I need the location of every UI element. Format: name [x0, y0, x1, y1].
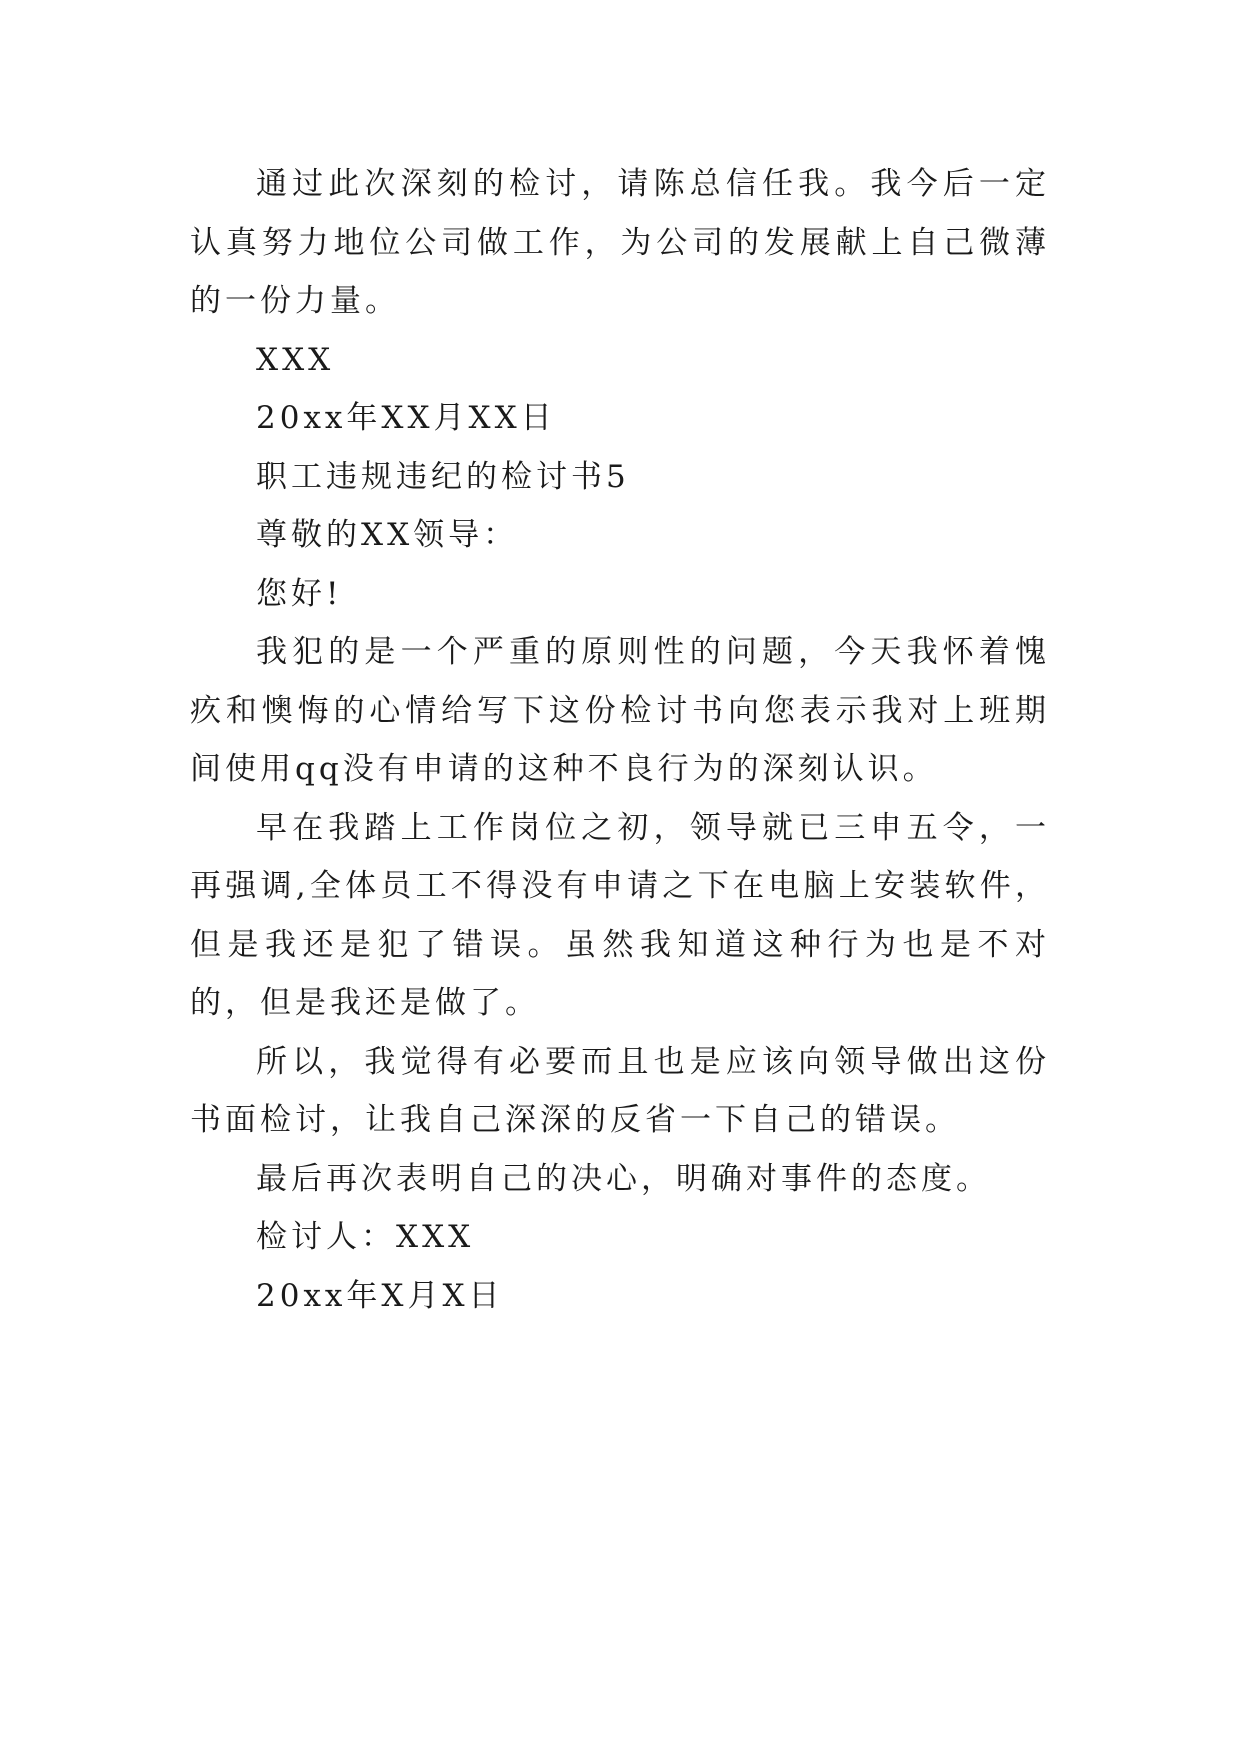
- document-body: [190, 155, 1050, 1325]
- signature-date: 20xx年XX月XX日: [256, 400, 556, 436]
- section-title: 职工违规违纪的检讨书5: [256, 458, 630, 495]
- salutation: 尊敬的XX领导：: [256, 517, 519, 553]
- body-paragraph-4: 最后再次表明自己的决心，明确对事件的态度。: [256, 1160, 991, 1197]
- reviewer-signature: 检讨人：XXX: [256, 1219, 475, 1255]
- signature-name: XXX: [256, 341, 335, 378]
- closing-paragraph: 通过此次深刻的检讨，请陈总信任我。我今后一定认真努力地位公司做工作，为公司的发展献上自己微薄的一份力量。: [190, 166, 1050, 319]
- body-paragraph-3: 所以，我觉得有必要而且也是应该向领导做出这份书面检讨，让我自己深深的反省一下自己的错误。: [190, 1043, 1050, 1138]
- final-date: 20xx年X月X日: [256, 1277, 504, 1314]
- body-paragraph-1: 我犯的是一个严重的原则性的问题，今天我怀着愧疚和懊悔的心情给写下这份检讨书向您表示我对上班期间使用qq没有申请的这种不良行为的深刻认识。: [190, 634, 1050, 787]
- greeting: 您好!: [256, 575, 343, 612]
- body-paragraph-2: 早在我踏上工作岗位之初，领导就已三申五令，一再强调,全体员工不得没有申请之下在电脑上安装软件，但是我还是犯了错误。虽然我知道这种行为也是不对的，但是我还是做了。: [190, 809, 1050, 1021]
